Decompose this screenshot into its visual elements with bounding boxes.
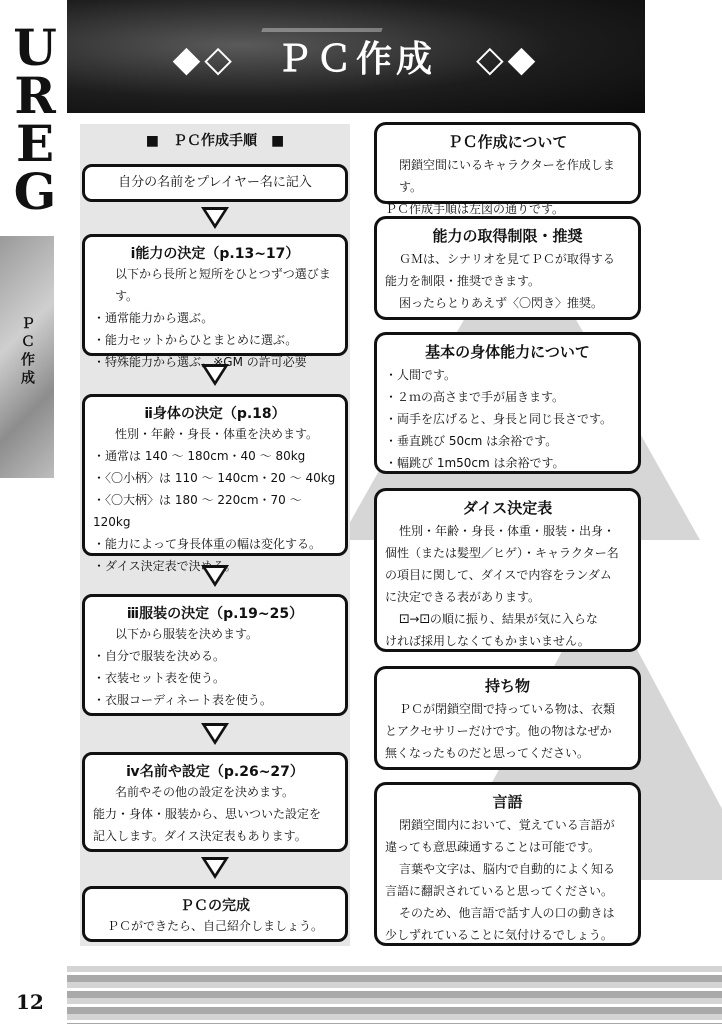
step-line: 以下から長所と短所をひとつずつ選びます。 <box>115 267 331 303</box>
flow-step-name <box>82 752 348 852</box>
info-line: ＰＣ作成手順は左図の通りです。 <box>385 202 565 216</box>
step-line: ・能力セットからひとまとめに選ぶ。 <box>93 333 298 347</box>
info-line: ・２ｍの高さまで手が届きます。 <box>385 390 565 404</box>
flow-arrow <box>201 857 229 879</box>
flow-step-complete <box>82 886 348 942</box>
info-line: ・垂直跳び 50cm は余裕です。 <box>385 434 558 448</box>
info-line: ⚀→⚀の順に振り、結果が気に入らな <box>399 612 598 626</box>
step-line: ・衣服コーディネート表を使う。 <box>93 693 273 707</box>
step-line: ・通常は 140 ～ 180cm・40 ～ 80kg <box>93 449 306 463</box>
spine-logo <box>10 18 60 221</box>
info-line: 少しずれていることに気付けるでしょう。 <box>385 928 613 942</box>
info-line: 言葉や文字は、脳内で自動的によく知る <box>399 862 616 876</box>
flow-start-text: 自分の名前をプレイヤー名に記入 <box>118 175 312 190</box>
spine-letter: R <box>14 66 56 125</box>
info-line: 個性（または髪型／ヒゲ）・キャラクター名 <box>385 546 619 560</box>
step-line: ・能力によって身長体重の幅は変化する。 <box>93 537 322 551</box>
info-title: ＰＣ作成について <box>447 133 568 151</box>
info-line: 言語に翻訳されていると思ってください。 <box>385 884 614 898</box>
flow-title: ■ ＰＣ作成手順 ■ <box>145 133 285 149</box>
info-box-dice-table <box>374 488 641 652</box>
info-line: に決定できる表があります。 <box>385 590 541 604</box>
step-title: ⅲ服装の決定（p.19~25） <box>126 606 304 622</box>
spine-letter: G <box>13 162 57 221</box>
step-line: 以下から服装を決めます。 <box>115 627 259 641</box>
info-box-language <box>374 782 641 946</box>
info-line: 性別・年齢・身長・体重・服装・出身・ <box>399 524 616 538</box>
step-line: ・衣装セット表を使う。 <box>93 671 226 685</box>
info-title: 言語 <box>492 793 523 811</box>
info-title: 能力の取得制限・推奨 <box>432 227 583 245</box>
page-number: 12 <box>16 990 44 1014</box>
info-line: ＰＣが閉鎖空間で持っている物は、衣類 <box>399 702 616 716</box>
info-title: 基本の身体能力について <box>425 343 590 361</box>
header-banner <box>67 0 645 113</box>
flow-arrow <box>201 723 229 745</box>
step-title: ⅱ身体の決定（p.18） <box>144 406 286 422</box>
info-line: とアクセサリーだけです。他の物はなぜか <box>385 724 612 738</box>
info-title: 持ち物 <box>484 677 530 695</box>
info-line: 違っても意思疎通することは可能です。 <box>385 840 601 854</box>
flow-step-clothing <box>82 594 348 716</box>
step-line: ・通常能力から選ぶ。 <box>93 311 214 325</box>
page-title: ◆◇ ＰＣ作成 ◇◆ <box>172 39 540 80</box>
info-title: ダイス決定表 <box>462 499 553 517</box>
spine-letter: E <box>15 114 55 173</box>
step-title: ＰＣの完成 <box>180 898 250 914</box>
info-line: ・両手を広げると、身長と同じ長さです。 <box>385 412 613 426</box>
step-line: ・ダイス決定表で決める。 <box>93 559 237 573</box>
step-line: 名前やその他の設定を決めます。 <box>115 785 295 799</box>
flow-arrow <box>201 207 229 229</box>
flow-step-ability <box>82 234 348 369</box>
flow-arrow <box>201 364 229 386</box>
info-box-ability-limits <box>374 216 641 320</box>
step-line: 性別・年齢・身長・体重を決めます。 <box>115 427 319 441</box>
info-line: ＧＭは、シナリオを見てＰＣが取得する <box>399 252 615 266</box>
flow-arrow <box>201 565 229 587</box>
info-line: 閉鎖空間内において、覚えている言語が <box>399 818 615 832</box>
chapter-tab <box>0 236 54 478</box>
info-line: そのため、他言語で話す人の口の動きは <box>399 906 615 920</box>
flow-start-box <box>82 164 348 202</box>
step-line: ・〈〇大柄〉は 180 ～ 220cm・70 ～ 120kg <box>93 493 302 529</box>
info-box-pc-creation <box>374 122 641 216</box>
step-line: ・特殊能力から選ぶ。※GM の許可必要 <box>93 355 307 369</box>
info-line: ければ採用しなくてもかまいません。 <box>385 634 590 648</box>
flow-step-body <box>82 394 348 573</box>
chapter-tab-label: ＰＣ作成 <box>19 316 35 388</box>
info-line: 困ったらとりあえず〈〇閃き〉推奨。 <box>399 296 604 310</box>
footer-bar <box>67 966 722 1024</box>
info-line: 能力を制限・推奨できます。 <box>385 274 541 288</box>
info-line: 無くなったものだと思ってください。 <box>385 746 590 760</box>
step-title: ⅳ名前や設定（p.26~27） <box>126 764 304 780</box>
info-box-belongings <box>374 666 641 770</box>
info-line: 閉鎖空間にいるキャラクターを作成します。 <box>399 158 615 194</box>
info-line: ・幅跳び 1m50cm は余裕です。 <box>385 456 565 470</box>
spine-letter: U <box>13 18 57 77</box>
step-line: 記入します。ダイス決定表もあります。 <box>93 829 307 843</box>
step-title: ⅰ能力の決定（p.13~17） <box>130 246 300 262</box>
info-line: の項目に関して、ダイスで内容をランダム <box>385 568 612 582</box>
step-line: ・自分で服装を決める。 <box>93 649 226 663</box>
step-line: ＰＣができたら、自己紹介しましょう。 <box>106 919 323 933</box>
info-box-physical <box>374 332 641 474</box>
step-line: 能力・身体・服装から、思いついた設定を <box>93 807 322 821</box>
step-line: ・〈〇小柄〉は 110 ～ 140cm・20 ～ 40kg <box>93 471 336 485</box>
info-line: ・人間です。 <box>385 368 457 382</box>
